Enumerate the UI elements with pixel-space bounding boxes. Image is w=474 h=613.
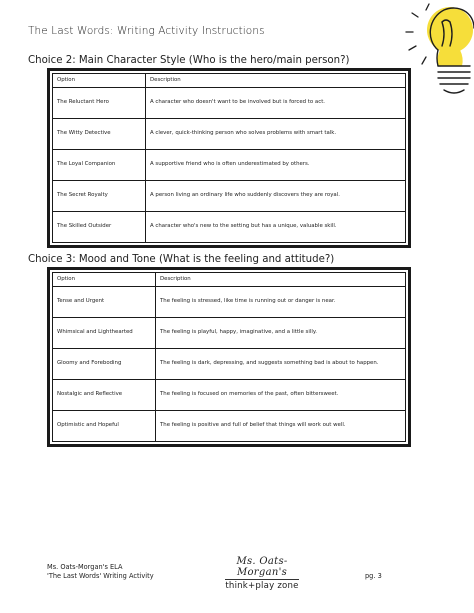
option-cell: Nostalgic and Reflective: [53, 380, 156, 411]
table-row: [53, 380, 406, 411]
description-cell: The feeling is focused on memories of the past, often bittersweet.: [156, 380, 406, 411]
description-cell: The feeling is stressed, like time is running out or danger is near.: [156, 287, 406, 318]
option-cell: The Reluctant Hero: [53, 88, 146, 119]
table-header-row: [53, 273, 406, 287]
footer-line-2: 'The Last Words' Writing Activity: [47, 571, 154, 580]
description-cell: The feeling is positive and full of belief that things will work out well.: [156, 411, 406, 442]
option-cell: The Loyal Companion: [53, 150, 146, 181]
description-cell: The feeling is playful, happy, imaginative, and a little silly.: [156, 318, 406, 349]
description-cell: A clever, quick-thinking person who solves problems with smart talk.: [146, 119, 406, 150]
footer-credit: [47, 563, 154, 581]
logo-subtitle: think+play zone: [225, 581, 299, 591]
description-cell: A person living an ordinary life who suddenly discovers they are royal.: [146, 181, 406, 212]
table-row: [53, 411, 406, 442]
table-row: [53, 88, 406, 119]
description-cell: A character who doesn't want to be involved but is forced to act.: [146, 88, 406, 119]
table-row: [53, 349, 406, 380]
table-row: [53, 212, 406, 243]
page-number: pg. 3: [365, 572, 382, 580]
option-cell: Whimsical and Lighthearted: [53, 318, 156, 349]
table-row: [53, 119, 406, 150]
footer-line-1: Ms. Oats-Morgan's ELA: [47, 563, 123, 571]
table-row: [53, 287, 406, 318]
column-header-description: Description: [156, 273, 406, 287]
column-header-option: Option: [53, 273, 156, 287]
choice2-table: [47, 68, 411, 248]
table-header-row: [53, 74, 406, 88]
option-cell: Tense and Urgent: [53, 287, 156, 318]
option-cell: Gloomy and Foreboding: [53, 349, 156, 380]
column-header-option: Option: [53, 74, 146, 88]
table-row: [53, 150, 406, 181]
description-cell: A character who's new to the setting but has a unique, valuable skill.: [146, 212, 406, 243]
logo-script-text: Ms. Oats-Morgan's: [236, 556, 288, 578]
option-cell: The Witty Detective: [53, 119, 146, 150]
column-header-description: Description: [146, 74, 406, 88]
option-cell: The Skilled Outsider: [53, 212, 146, 243]
brand-logo: [212, 556, 312, 591]
logo-underline: [225, 579, 299, 580]
description-cell: The feeling is dark, depressing, and suggests something bad is about to happen.: [156, 349, 406, 380]
choice3-heading: Choice 3: Mood and Tone (What is the feeling and attitude?): [28, 254, 335, 265]
table-row: [53, 318, 406, 349]
option-cell: The Secret Royalty: [53, 181, 146, 212]
description-cell: A supportive friend who is often underestimated by others.: [146, 150, 406, 181]
choice3-table: [47, 267, 411, 447]
choice2-heading: Choice 2: Main Character Style (Who is the hero/main person?): [28, 55, 350, 66]
table-row: [53, 181, 406, 212]
page-title: The Last Words: Writing Activity Instructions: [28, 25, 265, 37]
option-cell: Optimistic and Hopeful: [53, 411, 156, 442]
